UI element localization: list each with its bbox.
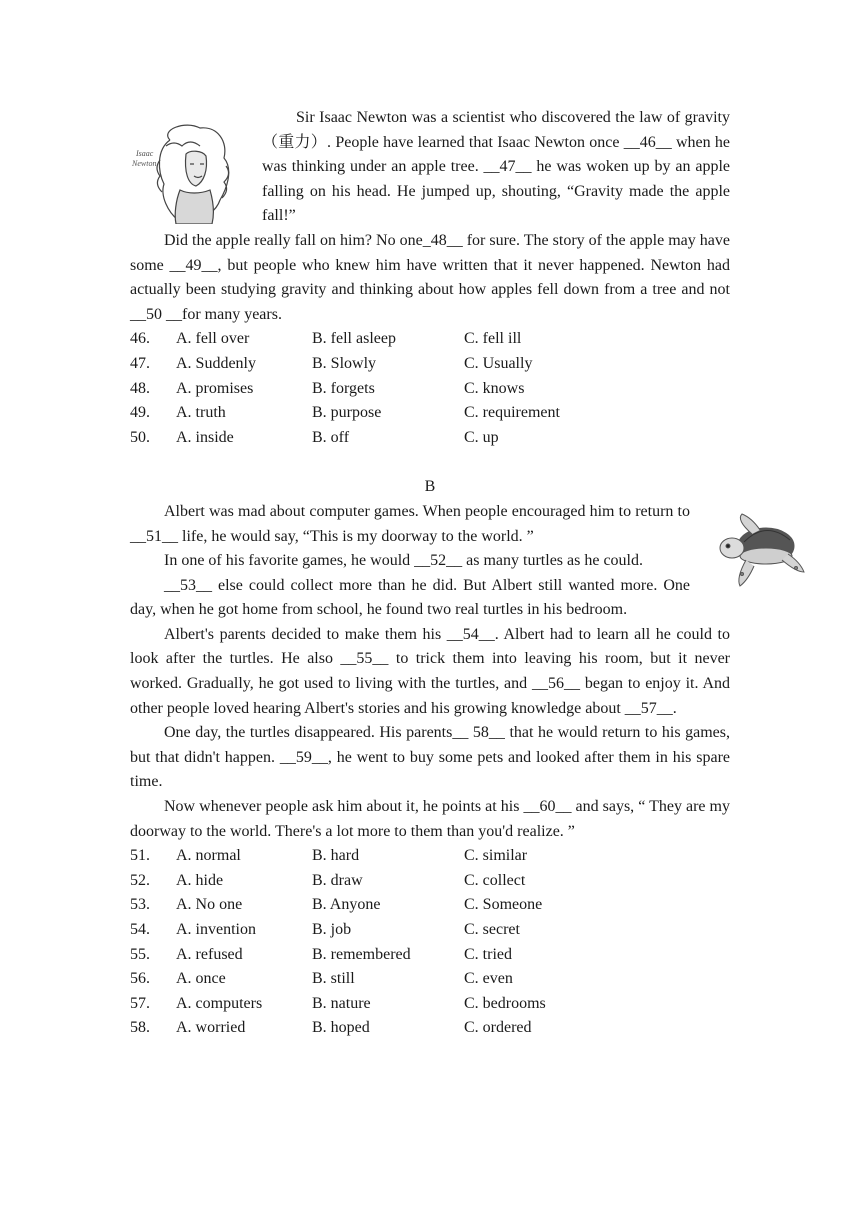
option-row <box>130 401 730 426</box>
question-number: 50. <box>130 428 150 446</box>
option-c: C. Usually <box>464 354 533 372</box>
option-c: C. tried <box>464 945 512 963</box>
passage-b-paragraph-5: One day, the turtles disappeared. His parents__ 58__ that he would return to his games, but that didn't happen. __59__, he went to buy some pets and looked after them in his spare time. <box>130 724 730 791</box>
option-c: C. Someone <box>464 896 543 914</box>
option-row <box>130 377 730 402</box>
option-row <box>130 918 730 943</box>
turtle-image <box>712 512 808 592</box>
passage-b-paragraph-3: __53__ else could collect more than he did. But Albert still wanted more. One day, when he got home from school, he found two real turtles in his bedroom. <box>130 576 690 619</box>
question-number: 49. <box>130 404 150 422</box>
option-a: A. truth <box>176 404 226 422</box>
option-row <box>130 844 730 869</box>
portrait-caption-text: Isaac <box>136 149 154 158</box>
option-b: B. hoped <box>312 1019 370 1037</box>
option-a: A. once <box>176 970 226 988</box>
option-c: C. bedrooms <box>464 994 546 1012</box>
passage-a <box>130 106 730 327</box>
option-c: C. similar <box>464 847 528 865</box>
option-c: C. collect <box>464 871 526 889</box>
option-b: B. fell asleep <box>312 330 396 348</box>
option-a: A. fell over <box>176 330 250 348</box>
option-b: B. nature <box>312 994 371 1012</box>
question-number: 54. <box>130 921 150 938</box>
passage-b-paragraph-2: In one of his favorite games, he would __52__ as many turtles as he could. <box>164 552 643 570</box>
question-number: 51. <box>130 847 150 865</box>
option-b: B. Anyone <box>312 896 381 914</box>
option-row <box>130 943 730 968</box>
option-b: B. hard <box>312 847 360 865</box>
option-b: B. Slowly <box>312 354 377 372</box>
passage-b-paragraph-4: Albert's parents decided to make them his __54__. Albert had to learn all he could to look after the turtles. He also __55__ to trick them into leaving his room, but it never worked. Gradually, he got used to living with the turtles, and __56__ began to enjoy it. And other people loved hearing Albert's stories and his growing knowledge about __57__. <box>130 625 730 717</box>
option-b: B. remembered <box>312 945 411 963</box>
option-row <box>130 869 730 894</box>
option-b: B. still <box>312 970 355 988</box>
option-a: A. No one <box>176 896 243 914</box>
option-a: A. computers <box>176 994 263 1012</box>
question-number: 58. <box>130 1019 150 1037</box>
question-number: 46. <box>130 330 150 348</box>
option-a: A. inside <box>176 428 234 446</box>
question-number: 53. <box>130 896 150 914</box>
svg-text:Newton: Newton <box>132 159 157 168</box>
option-row <box>130 1016 730 1041</box>
option-row <box>130 893 730 918</box>
passage-b <box>130 500 730 844</box>
options-list-b <box>130 844 730 1041</box>
option-row <box>130 426 730 451</box>
option-a: A. invention <box>176 921 256 938</box>
passage-b-paragraph-1: Albert was mad about computer games. When people encouraged him to return to __51__ life, he would say, “This is my doorway to the world. ” <box>130 502 690 545</box>
option-a: A. Suddenly <box>176 354 256 372</box>
option-c: C. fell ill <box>464 330 522 348</box>
question-number: 52. <box>130 871 150 889</box>
question-number: 57. <box>130 994 150 1012</box>
option-a: A. refused <box>176 945 243 963</box>
exam-page <box>130 106 730 1041</box>
option-a: A. hide <box>176 871 224 889</box>
section-b-heading: B <box>424 478 436 496</box>
option-a: A. normal <box>176 847 241 865</box>
option-c: C. up <box>464 428 499 446</box>
question-number: 55. <box>130 945 150 963</box>
question-number: 48. <box>130 379 150 397</box>
option-c: C. requirement <box>464 404 560 422</box>
question-number: 56. <box>130 970 150 988</box>
passage-a-paragraph-2: Did the apple really fall on him? No one_48__ for sure. The story of the apple may have some __49__, but people who knew him have written that it never happened. Newton had actually been studying gravity and thinking about how apples fell down from a tree and not __50 __for many years. <box>130 231 730 323</box>
option-c: C. ordered <box>464 1019 532 1037</box>
option-b: B. draw <box>312 871 363 889</box>
option-c: C. secret <box>464 921 520 938</box>
passage-b-paragraph-6: Now whenever people ask him about it, he points at his __60__ and says, “ They are my doorway to the world. There's a lot more to them than you'd realize. ” <box>130 798 730 840</box>
option-c: C. even <box>464 970 513 988</box>
option-row <box>130 967 730 992</box>
passage-a-paragraph-1: Sir Isaac Newton was a scientist who discovered the law of gravity（重力）. People have learned that Isaac Newton once __46__ when he was thinking under an apple tree. __47__ he was woken up by an apple falling on his head. He jumped up, shouting, “Gravity made the apple fall!” <box>262 109 730 225</box>
option-row <box>130 992 730 1017</box>
option-row <box>130 327 730 352</box>
option-b: B. off <box>312 428 350 446</box>
question-number: 47. <box>130 354 150 372</box>
options-list-a <box>130 327 730 450</box>
option-b: B. job <box>312 921 352 938</box>
option-row <box>130 352 730 377</box>
option-a: A. promises <box>176 379 254 397</box>
newton-portrait-image <box>130 120 248 224</box>
option-b: B. purpose <box>312 404 382 422</box>
option-b: B. forgets <box>312 379 375 397</box>
option-a: A. worried <box>176 1019 246 1037</box>
option-c: C. knows <box>464 379 525 397</box>
